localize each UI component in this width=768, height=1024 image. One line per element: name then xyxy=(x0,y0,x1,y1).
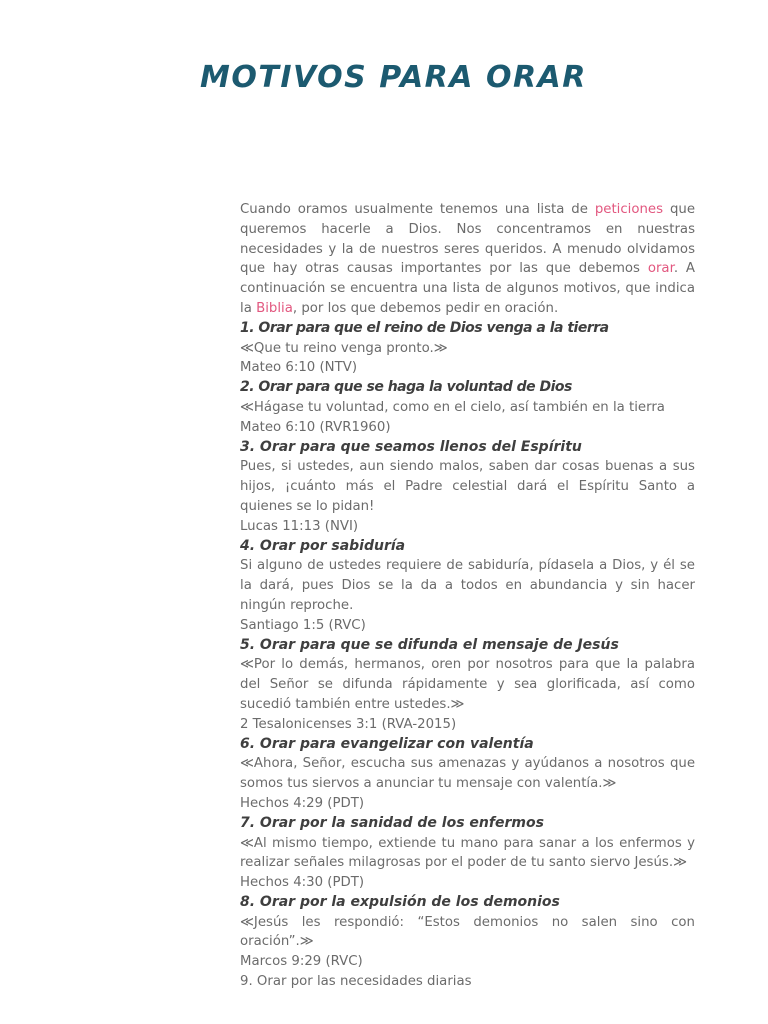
section-7-quote: ≪Al mismo tiempo, extiende tu mano para sanar a los enfermos y realizar señales milagrosas por el poder de tu santo siervo Jesús.≫ xyxy=(240,835,695,871)
link-orar[interactable]: orar xyxy=(647,261,674,277)
intro-text-4: , por los que debemos pedir en oración. xyxy=(292,300,559,316)
section-8-quote: ≪Jesús les respondió: “Estos demonios no salen sino con oración”.≫ xyxy=(240,914,695,950)
section-4-reference: Santiago 1:5 (RVC) xyxy=(240,617,366,633)
section-6-quote: ≪Ahora, Señor, escucha sus amenazas y ayúdanos a nosotros que somos tus siervos a anunciar tu mensaje con valentía.≫ xyxy=(240,756,695,792)
section-1-heading: 1. Orar para que el reino de Dios venga a la tierra xyxy=(240,319,609,336)
section-5-heading: 5. Orar para que se difunda el mensaje de Jesús xyxy=(240,636,619,653)
link-biblia[interactable]: Biblia xyxy=(256,300,293,316)
section-1-reference: Mateo 6:10 (NTV) xyxy=(240,360,358,376)
section-4-quote: Si alguno de ustedes requiere de sabiduría, pídasela a Dios, y él se la dará, pues Dios se la da a todos en abundancia y sin hacer ningún reproche. xyxy=(240,558,695,613)
section-7-reference: Hechos 4:30 (PDT) xyxy=(240,875,365,891)
section-4-heading: 4. Orar por sabiduría xyxy=(240,537,406,554)
section-5-reference: 2 Tesalonicenses 3:1 (RVA-2015) xyxy=(240,716,457,732)
intro-text-2: que queremos hacerle a Dios. Nos concentramos en nuestras necesidades y la de nuestros seres queridos. A menudo olvidamos que hay otras causas importantes por las que debemos xyxy=(240,202,695,277)
intro-text-3: . A continuación se encuentra una lista de algunos motivos, que indica la xyxy=(240,261,695,316)
main-content xyxy=(240,200,695,992)
section-9-heading: 9. Orar por las necesidades diarias xyxy=(240,974,472,990)
section-6-reference: Hechos 4:29 (PDT) xyxy=(240,795,365,811)
page-title: MOTIVOS PARA ORAR xyxy=(200,60,587,95)
section-3-quote: Pues, si ustedes, aun siendo malos, saben dar cosas buenas a sus hijos, ¡cuánto más el Padre celestial dará el Espíritu Santo a quienes se lo pidan! xyxy=(240,459,695,514)
section-2-quote: ≪Hágase tu voluntad, como en el cielo, así también en la tierra xyxy=(240,399,665,415)
section-2-reference: Mateo 6:10 (RVR1960) xyxy=(240,419,391,435)
section-7-heading: 7. Orar por la sanidad de los enfermos xyxy=(240,814,544,831)
section-5-quote: ≪Por lo demás, hermanos, oren por nosotros para que la palabra del Señor se difunda rápidamente y sea glorificada, así como sucedió también entre ustedes.≫ xyxy=(240,657,695,712)
section-3-heading: 3. Orar para que seamos llenos del Espíritu xyxy=(240,438,582,455)
section-8-reference: Marcos 9:29 (RVC) xyxy=(240,954,363,970)
intro-text-1: Cuando oramos usualmente tenemos una lista de xyxy=(240,202,595,217)
section-8-heading: 8. Orar por la expulsión de los demonios xyxy=(240,893,560,910)
intro-paragraph xyxy=(240,200,695,319)
section-2-heading: 2. Orar para que se haga la voluntad de Dios xyxy=(240,379,572,396)
link-peticiones[interactable]: peticiones xyxy=(594,202,664,217)
section-6-heading: 6. Orar para evangelizar con valentía xyxy=(240,735,534,752)
section-3-reference: Lucas 11:13 (NVI) xyxy=(240,518,359,534)
section-1-quote: ≪Que tu reino venga pronto.≫ xyxy=(240,340,448,356)
